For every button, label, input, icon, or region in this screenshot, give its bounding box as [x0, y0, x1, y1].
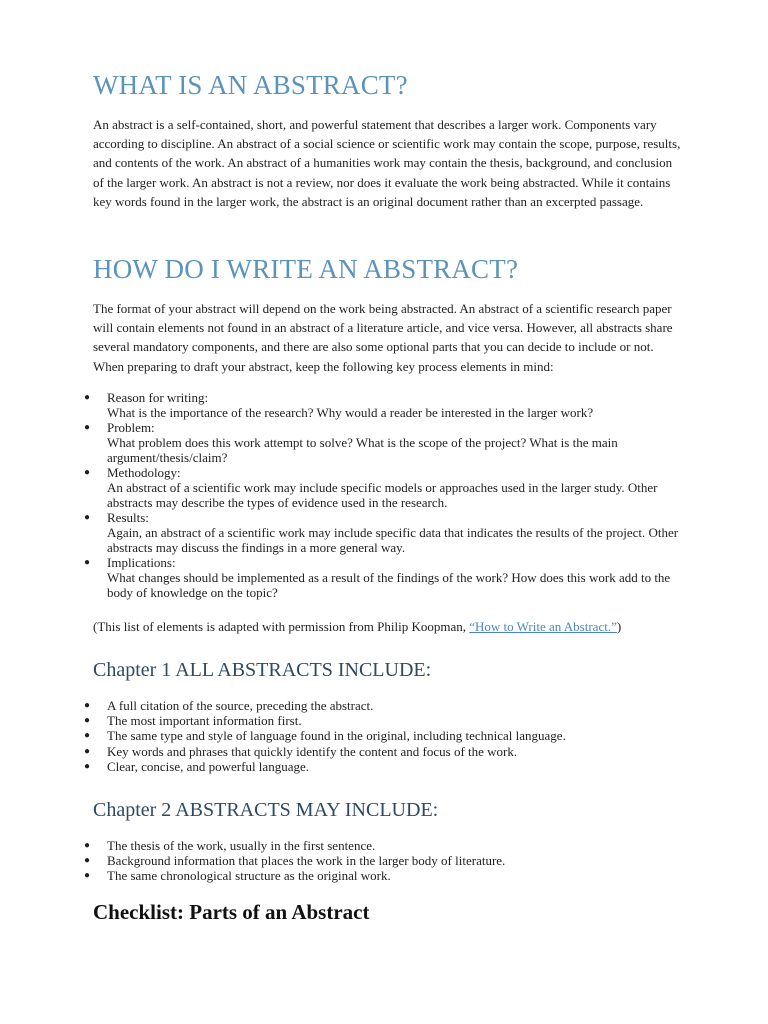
- bullet-icon: ●: [84, 392, 91, 403]
- bullet-icon: ●: [84, 760, 91, 772]
- list-item-text: Key words and phrases that quickly identify the content and focus of the work.: [107, 743, 518, 759]
- bullet-icon: ●: [84, 730, 91, 742]
- chapter-1-heading: [93, 659, 431, 682]
- list-item-text: Background information that places the work in the larger body of literature.: [107, 853, 506, 869]
- list-item-text: The most important information first.: [107, 713, 302, 729]
- chapter-2-prefix: Chapter 2: [93, 799, 176, 821]
- note-prefix: (This list of elements is adapted with permission from Philip Koopman,: [93, 619, 470, 634]
- list-item: [0, 853, 768, 868]
- list-item: [0, 759, 768, 774]
- bullet-icon: ●: [84, 855, 91, 867]
- bullet-icon: ●: [84, 557, 91, 568]
- koopman-link[interactable]: “How to Write an Abstract.”: [469, 619, 617, 634]
- bullet-icon: ●: [84, 422, 91, 433]
- chapter-1-title: ALL ABSTRACTS INCLUDE:: [175, 659, 432, 681]
- list-item: [0, 465, 768, 510]
- heading-how-to-write: HOW DO I WRITE AN ABSTRACT?: [93, 254, 519, 284]
- bullet-icon: ●: [84, 700, 91, 711]
- element-label: Reason for writing:: [107, 390, 209, 405]
- list-item-text: The thesis of the work, usually in the first sentence.: [107, 838, 376, 853]
- list-item: [0, 838, 768, 853]
- checklist-heading: Checklist: Parts of an Abstract: [93, 900, 370, 924]
- list-item: [0, 713, 768, 728]
- bullet-icon: ●: [84, 745, 91, 757]
- element-label: Problem:: [107, 420, 155, 435]
- element-description: An abstract of a scientific work may include specific models or approaches used in the larger study. Other abstracts may describe the types of evidence used in the research.: [107, 480, 658, 510]
- list-item: [0, 555, 768, 600]
- list-item: [0, 744, 768, 759]
- list-item: [0, 728, 768, 743]
- list-item: [0, 420, 768, 465]
- all-abstracts-include-list: [0, 698, 768, 774]
- list-item-text: The same chronological structure as the original work.: [107, 868, 391, 884]
- list-item-text: The same type and style of language found in the original, including technical language.: [107, 728, 566, 744]
- process-elements-list: [0, 390, 768, 600]
- element-description: What changes should be implemented as a result of the findings of the work? How does this work add to the body of knowledge on the topic?: [107, 570, 671, 600]
- bullet-icon: ●: [84, 512, 91, 523]
- list-item: [0, 510, 768, 555]
- paragraph-what-is-abstract: An abstract is a self-contained, short, and powerful statement that describes a larger work. Components vary according to discipline. An abstract of a social science or scientific work may contain the scope, purpose, results, and contents of the work. An abstract of a humanities work may contain the thesis, background, and conclusion of the larger work. An abstract is not a review, nor does it evaluate the work being abstracted. While it contains key words found in the larger work, the abstract is an original document rather than an excerpted passage.: [93, 117, 681, 209]
- abstracts-may-include-list: [0, 838, 768, 884]
- paragraph-how-to-write: The format of your abstract will depend on the work being abstracted. An abstract of a scientific research paper will contain elements not found in an abstract of a literature article, and vice versa. However, all abstracts share several mandatory components, and there are also some optional parts that you can decide to include or not. When preparing to draft your abstract, keep the following key process elements in mind:: [93, 301, 673, 374]
- list-item: [0, 390, 768, 420]
- element-label: Implications:: [107, 555, 176, 570]
- list-item-text: A full citation of the source, preceding the abstract.: [107, 698, 374, 713]
- element-label: Results:: [107, 510, 149, 525]
- list-item: [0, 868, 768, 883]
- element-description: Again, an abstract of a scientific work may include specific data that indicates the results of the project. Other abstracts may discuss the findings in a more general way.: [107, 525, 679, 555]
- attribution-note: [93, 619, 621, 635]
- chapter-2-heading: [93, 799, 438, 822]
- bullet-icon: ●: [84, 467, 91, 478]
- chapter-1-prefix: Chapter 1: [93, 659, 176, 681]
- bullet-icon: ●: [84, 840, 91, 851]
- note-suffix: ): [616, 619, 622, 634]
- bullet-icon: ●: [84, 870, 91, 882]
- list-item-text: Clear, concise, and powerful language.: [107, 758, 309, 774]
- heading-what-is-abstract: WHAT IS AN ABSTRACT?: [93, 70, 408, 100]
- element-description: What is the importance of the research? Why would a reader be interested in the larger work?: [107, 405, 594, 420]
- list-item: [0, 698, 768, 713]
- element-label: Methodology:: [107, 465, 181, 480]
- element-description: What problem does this work attempt to solve? What is the scope of the project? What is the main argument/thesis/claim?: [107, 435, 618, 465]
- bullet-icon: ●: [84, 715, 91, 727]
- chapter-2-title: ABSTRACTS MAY INCLUDE:: [175, 799, 439, 821]
